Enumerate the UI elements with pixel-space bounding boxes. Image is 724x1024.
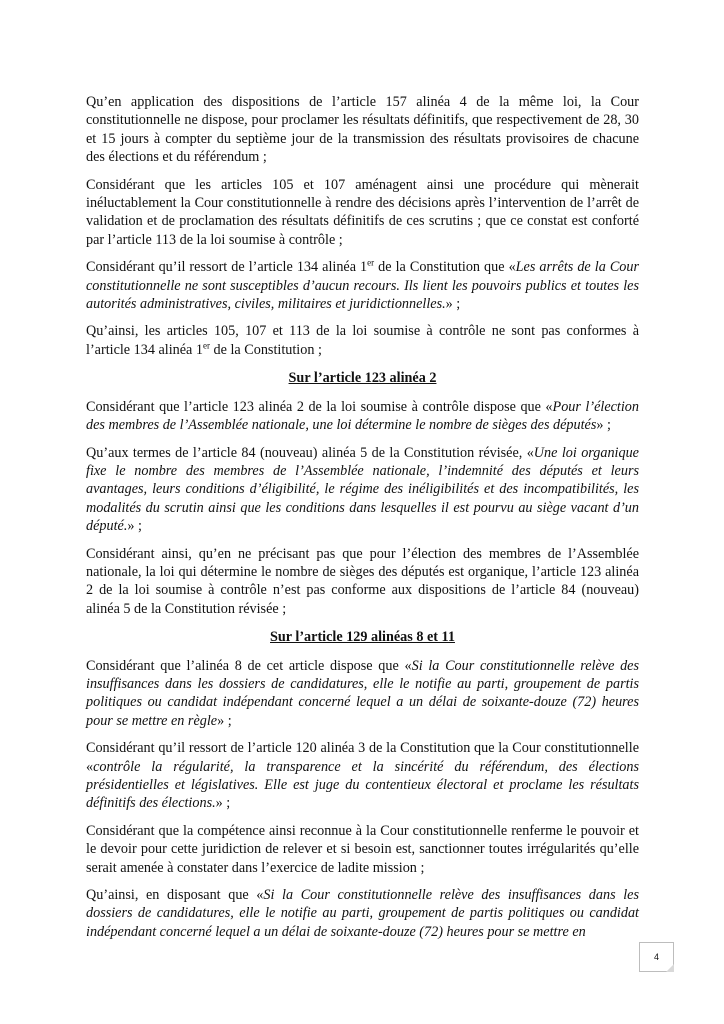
superscript: er xyxy=(367,257,375,268)
paragraph-text: Qu’aux termes de l’article 84 (nouveau) alinéa 5 de la Constitution révisée, « xyxy=(86,444,534,461)
paragraph-text: » ; xyxy=(596,417,611,434)
paragraph-text: » ; xyxy=(217,712,232,729)
paragraph-text: Considérant qu’il ressort de l’article 134 alinéa 1 xyxy=(86,259,368,276)
page-body xyxy=(86,93,639,950)
paragraph-text: » ; xyxy=(445,296,461,313)
paragraph xyxy=(86,258,639,313)
paragraph-text: Considérant que les articles 105 et 107 aménagent ainsi une procédure qui mènerait inéluctablement la Cour constitutionnelle à rendre des décisions après l’intervention de l’arrêt de validation et de proclamation des résultats définitifs de ces scrutins ; que ce constat est conforté par l’article 113 de la loi soumise à contrôle ; xyxy=(86,176,639,248)
paragraph-text: Considérant qu’il ressort de l’article 120 alinéa 3 de la Constitution que la Cour constitutionnelle « xyxy=(86,740,639,775)
paragraph xyxy=(86,886,639,941)
paragraph-text: Considérant que la compétence ainsi reconnue à la Cour constitutionnelle renferme le pouvoir et le devoir pour cette juridiction de relever et si besoin est, sanctionner toutes irrégularités qu’elle serait amenée à constater dans l’exercice de ladite mission ; xyxy=(86,822,639,876)
page-number-text: 4 xyxy=(653,952,659,962)
paragraph-text: de la Constitution ; xyxy=(210,341,322,358)
quoted-text: Si la Cour constitutionnelle relève des insuffisances dans les dossiers de candidatures, elle le notifie au parti, groupement de partis politiques ou candidat indépendant concerné lequel a un délai de soixante-douze (72) heures pour se mettre en règle xyxy=(86,657,639,729)
quoted-text: contrôle la régularité, la transparence et la sincérité du référendum, des élections présidentielles et législatives. Elle est juge du contentieux électoral et proclame les résultats définitifs des élections. xyxy=(86,758,639,812)
paragraph xyxy=(86,444,639,536)
quoted-text: Pour l’élection des membres de l’Assemblée nationale, une loi détermine le nombre de sièges des députés xyxy=(86,398,639,434)
quoted-text: Les arrêts de la Cour constitutionnelle ne sont susceptibles d’aucun recours. Ils lient les pouvoirs publics et toutes les autorités administratives, civiles, militaires et juridictionnelles. xyxy=(86,259,639,313)
paragraph xyxy=(86,739,639,813)
quoted-text: Une loi organique fixe le nombre des membres de l’Assemblée nationale, l’indemnité des députés et leurs avantages, leurs conditions d’éligibilité, le régime des inéligibilités et des incompatibilités, les modalités du scrutin ainsi que les conditions dans lesquelles il est pourvu au siège vacant d’un député. xyxy=(86,444,639,535)
paragraph-text: Qu’ainsi, les articles 105, 107 et 113 de la loi soumise à contrôle ne sont pas conformes à l’article 134 alinéa 1 xyxy=(86,323,639,358)
paragraph-text: Qu’en application des dispositions de l’article 157 alinéa 4 de la même loi, la Cour constitutionnelle ne dispose, pour proclamer les résultats définitifs, que respectivement de 28, 30 et 15 jours à compter du septième jour de la transmission des résultats provisoires de chacune des élections et du référendum ; xyxy=(86,94,639,166)
paragraph xyxy=(86,176,639,250)
paragraph xyxy=(86,93,639,167)
paragraph xyxy=(86,545,639,619)
paragraph-text: » ; xyxy=(215,795,231,812)
paragraph xyxy=(86,322,639,359)
paragraph-text: Considérant que l’alinéa 8 de cet article dispose que « xyxy=(86,657,412,674)
paragraph-text: de la Constitution que « xyxy=(374,259,516,276)
section-heading: Sur l’article 129 alinéas 8 et 11 xyxy=(270,629,455,646)
paragraph xyxy=(86,657,639,731)
paragraph xyxy=(86,822,639,877)
page-number xyxy=(639,942,674,972)
superscript: er xyxy=(203,340,210,351)
paragraph-text: Considérant ainsi, qu’en ne précisant pas que pour l’élection des membres de l’Assemblée nationale, la loi qui détermine le nombre de sièges des députés est organique, l’article 123 alinéa 2 de la loi soumise à contrôle n’est pas conforme aux dispositions de l’article 84 (nouveau) alinéa 5 de la Constitution révisée ; xyxy=(86,545,639,617)
section-heading: Sur l’article 123 alinéa 2 xyxy=(288,370,437,387)
paragraph-text: Qu’ainsi, en disposant que « xyxy=(86,887,264,904)
paragraph-text: Considérant que l’article 123 alinéa 2 de la loi soumise à contrôle dispose que « xyxy=(86,398,553,415)
paragraph-text: » ; xyxy=(127,518,142,535)
quoted-text: Si la Cour constitutionnelle relève des insuffisances dans les dossiers de candidatures, elle le notifie au parti, groupement de partis politiques ou candidat indépendant concerné lequel a un délai de soixante-douze (72) heures pour se mettre en xyxy=(86,887,639,940)
paragraph xyxy=(86,398,639,435)
